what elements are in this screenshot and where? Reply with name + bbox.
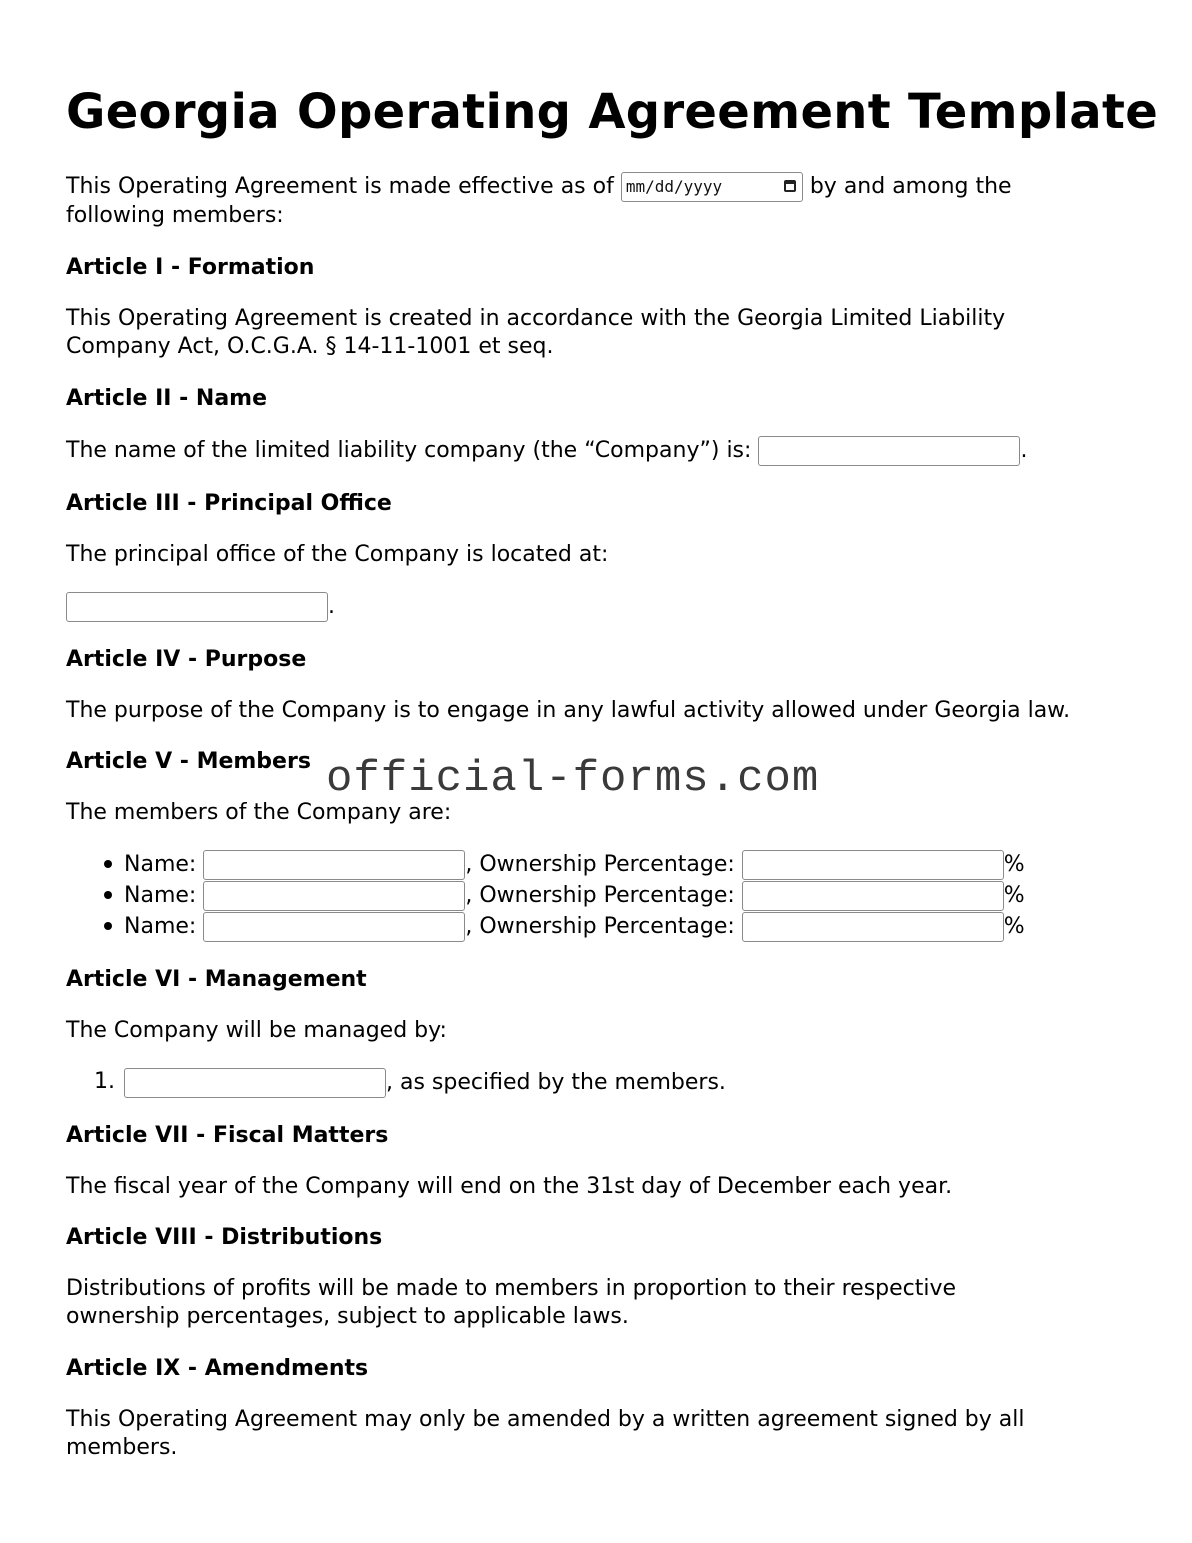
bullet-icon xyxy=(104,891,112,899)
article2-heading: Article II - Name xyxy=(66,386,268,411)
member-3-name-input[interactable] xyxy=(203,912,465,942)
member-list-item xyxy=(66,850,1146,880)
article8-line1: Distributions of profits will be made to members in proportion to their respective xyxy=(66,1276,957,1301)
watermark-text: official-forms.com xyxy=(326,754,820,804)
member-list-item xyxy=(66,881,1146,911)
member-1-percentage-input[interactable] xyxy=(742,850,1004,880)
article3-address-line xyxy=(66,592,335,622)
article7-text: The fiscal year of the Company will end on the 31st day of December each year. xyxy=(66,1174,953,1199)
bullet-icon xyxy=(104,922,112,930)
member-name-label: Name: xyxy=(124,914,197,939)
article3-period: . xyxy=(328,594,335,619)
article3-text: The principal office of the Company is located at: xyxy=(66,542,609,567)
article3-heading: Article III - Principal Office xyxy=(66,491,392,516)
article2-text: The name of the limited liability company (the “Company”) is: xyxy=(66,438,752,463)
article2-period: . xyxy=(1020,438,1028,463)
company-name-input[interactable] xyxy=(758,436,1020,466)
intro-text-after: by and among the xyxy=(809,174,1012,199)
list-number: 1. xyxy=(94,1069,115,1094)
article4-heading: Article IV - Purpose xyxy=(66,647,307,672)
management-list-item xyxy=(66,1068,1146,1098)
intro-line2: following members: xyxy=(66,203,284,228)
article7-heading: Article VII - Fiscal Matters xyxy=(66,1123,389,1148)
intro-text-before: This Operating Agreement is made effective as of xyxy=(66,174,614,199)
percent-sign: % xyxy=(1003,883,1025,908)
article1-heading: Article I - Formation xyxy=(66,255,315,280)
article8-line2: ownership percentages, subject to applicable laws. xyxy=(66,1304,629,1329)
ownership-label: , Ownership Percentage: xyxy=(465,852,735,877)
article6-heading: Article VI - Management xyxy=(66,967,367,992)
manager-input[interactable] xyxy=(124,1068,386,1098)
member-3-percentage-input[interactable] xyxy=(742,912,1004,942)
percent-sign: % xyxy=(1003,914,1025,939)
principal-office-input[interactable] xyxy=(66,592,328,622)
article9-line1: This Operating Agreement may only be amended by a written agreement signed by all xyxy=(66,1407,1025,1432)
article9-heading: Article IX - Amendments xyxy=(66,1356,369,1381)
article6-text: The Company will be managed by: xyxy=(66,1018,447,1043)
calendar-icon[interactable] xyxy=(784,180,796,192)
article8-heading: Article VIII - Distributions xyxy=(66,1225,383,1250)
bullet-icon xyxy=(104,860,112,868)
article2-paragraph xyxy=(66,436,1027,466)
effective-date-input[interactable]: mm/dd/yyyy xyxy=(621,172,803,202)
management-suffix: , as specified by the members. xyxy=(386,1070,726,1095)
member-name-label: Name: xyxy=(124,852,197,877)
ownership-label: , Ownership Percentage: xyxy=(465,914,735,939)
article4-text: The purpose of the Company is to engage in any lawful activity allowed under Georgia law. xyxy=(66,698,1071,723)
member-2-percentage-input[interactable] xyxy=(742,881,1004,911)
article1-line1: This Operating Agreement is created in accordance with the Georgia Limited Liability xyxy=(66,306,1006,331)
intro-paragraph xyxy=(66,172,1012,202)
article5-text: The members of the Company are: xyxy=(66,800,452,825)
member-1-name-input[interactable] xyxy=(203,850,465,880)
document-title: Georgia Operating Agreement Template xyxy=(66,84,1159,140)
article9-line2: members. xyxy=(66,1435,178,1460)
article1-line2: Company Act, O.C.G.A. § 14-11-1001 et seq. xyxy=(66,334,554,359)
ownership-label: , Ownership Percentage: xyxy=(465,883,735,908)
member-name-label: Name: xyxy=(124,883,197,908)
article5-heading: Article V - Members xyxy=(66,749,311,774)
member-2-name-input[interactable] xyxy=(203,881,465,911)
percent-sign: % xyxy=(1003,852,1025,877)
member-list-item xyxy=(66,912,1146,942)
